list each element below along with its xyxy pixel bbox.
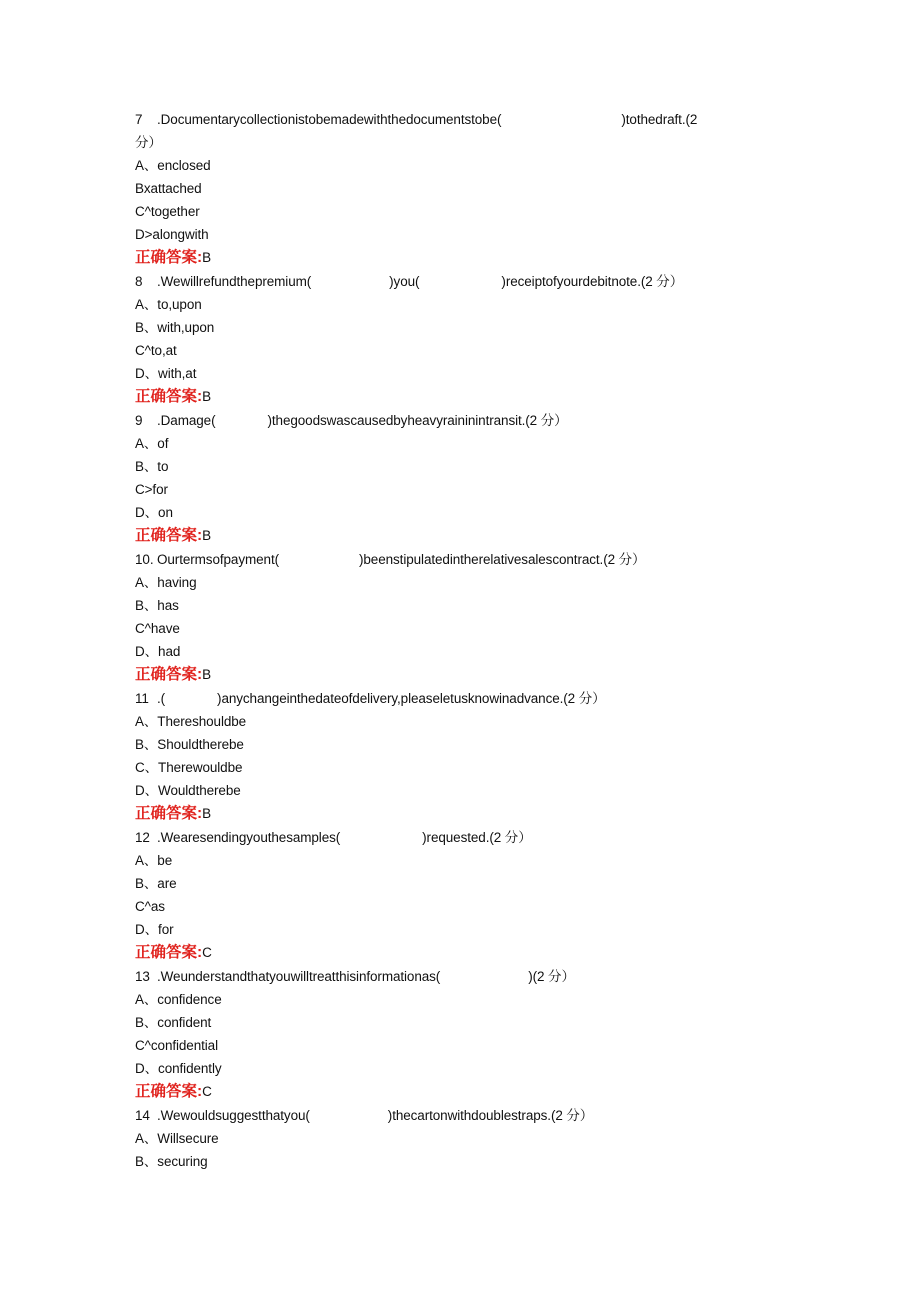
- question-11: [135, 687, 755, 826]
- question-continuation: 分）: [135, 135, 162, 150]
- question-text-part: .(: [157, 691, 166, 706]
- question-text-part: )you(: [389, 274, 420, 289]
- question-number: 8: [135, 274, 143, 289]
- correct-answer: [135, 663, 755, 687]
- question-number: 7: [135, 112, 143, 127]
- option-item: B、securing: [135, 1154, 208, 1169]
- question-text-part: )tothedraft.(2: [621, 112, 698, 127]
- question-stem: [135, 687, 755, 710]
- question-12: [135, 826, 755, 965]
- question-text-part: .Weunderstandthatyouwilltreatthisinformationas(: [157, 969, 441, 984]
- answer-value: B: [202, 528, 212, 543]
- correct-answer: [135, 941, 755, 965]
- option-item: B、to: [135, 459, 169, 474]
- question-number: 11: [135, 691, 149, 706]
- question-stem: [135, 1104, 755, 1127]
- question-text-part: .Wewouldsuggestthatyou(: [157, 1108, 310, 1123]
- question-stem: [135, 548, 755, 571]
- option-item: D、with,at: [135, 366, 197, 381]
- question-8: [135, 270, 755, 409]
- question-stem: [135, 965, 755, 988]
- question-number: 9: [135, 413, 143, 428]
- option-item: D、for: [135, 922, 174, 937]
- option-item: B、Shouldtherebe: [135, 737, 244, 752]
- correct-answer: [135, 524, 755, 548]
- correct-answer: [135, 802, 755, 826]
- question-text-part: )(2 分）: [528, 969, 575, 984]
- option-item: Bxattached: [135, 181, 202, 196]
- question-number: 10.: [135, 552, 154, 567]
- question-text-part: )anychangeinthedateofdelivery,pleaseletusknowinadvance.(2 分）: [217, 691, 606, 706]
- answer-value: B: [202, 806, 212, 821]
- question-14: [135, 1104, 755, 1173]
- question-text-part: )receiptofyourdebitnote.(2 分）: [501, 274, 684, 289]
- option-item: A、having: [135, 575, 197, 590]
- option-item: C^together: [135, 204, 200, 219]
- correct-answer: [135, 385, 755, 409]
- question-text-part: )thecartonwithdoublestraps.(2 分）: [387, 1108, 594, 1123]
- question-text-part: .Wearesendingyouthesamples(: [157, 830, 341, 845]
- correct-answer: [135, 1080, 755, 1104]
- option-item: C^confidential: [135, 1038, 218, 1053]
- option-item: A、to,upon: [135, 297, 202, 312]
- question-text-part: .Damage(: [157, 413, 216, 428]
- question-10: [135, 548, 755, 687]
- document-page: [135, 108, 755, 1173]
- question-stem: [135, 270, 755, 293]
- option-item: D、on: [135, 505, 173, 520]
- answer-value: B: [202, 667, 212, 682]
- question-7: [135, 108, 755, 270]
- option-item: A、Willsecure: [135, 1131, 219, 1146]
- question-number: 13: [135, 969, 150, 984]
- option-item: B、confident: [135, 1015, 212, 1030]
- answer-label: 正确答案:: [135, 666, 203, 683]
- option-item: A、of: [135, 436, 169, 451]
- question-13: [135, 965, 755, 1104]
- answer-label: 正确答案:: [135, 805, 203, 822]
- answer-value: C: [202, 945, 212, 960]
- option-item: A、be: [135, 853, 173, 868]
- question-text-part: )requested.(2 分）: [422, 830, 532, 845]
- answer-label: 正确答案:: [135, 249, 203, 266]
- option-item: D、had: [135, 644, 181, 659]
- option-item: A、enclosed: [135, 158, 211, 173]
- question-text-part: .Documentarycollectionistobemadewiththedocumentstobe(: [157, 112, 502, 127]
- question-text-part: Ourtermsofpayment(: [157, 552, 279, 567]
- question-stem: [135, 409, 755, 432]
- option-item: D、confidently: [135, 1061, 222, 1076]
- answer-label: 正确答案:: [135, 527, 203, 544]
- answer-label: 正确答案:: [135, 388, 203, 405]
- question-stem: [135, 108, 755, 131]
- option-item: C、Therewouldbe: [135, 760, 243, 775]
- answer-label: 正确答案:: [135, 1083, 203, 1100]
- option-item: D、Wouldtherebe: [135, 783, 241, 798]
- question-9: [135, 409, 755, 548]
- option-item: B、has: [135, 598, 179, 613]
- question-number: 14: [135, 1108, 150, 1123]
- answer-label: 正确答案:: [135, 944, 203, 961]
- option-item: A、confidence: [135, 992, 222, 1007]
- option-item: B、with,upon: [135, 320, 215, 335]
- option-item: A、Thereshouldbe: [135, 714, 247, 729]
- question-text-part: )thegoodswascausedbyheavyraininintransit.(2 分）: [267, 413, 568, 428]
- correct-answer: [135, 246, 755, 270]
- option-item: C^to,at: [135, 343, 177, 358]
- option-item: C^as: [135, 899, 165, 914]
- question-number: 12: [135, 830, 150, 845]
- question-text-part: )beenstipulatedintherelativesalescontract.(2 分）: [359, 552, 646, 567]
- question-text-part: .Wewillrefundthepremium(: [157, 274, 312, 289]
- answer-value: C: [202, 1084, 212, 1099]
- option-item: D>alongwith: [135, 227, 209, 242]
- answer-value: B: [202, 389, 212, 404]
- answer-value: B: [202, 250, 212, 265]
- option-item: C>for: [135, 482, 168, 497]
- option-item: B、are: [135, 876, 177, 891]
- question-stem: [135, 826, 755, 849]
- option-item: C^have: [135, 621, 180, 636]
